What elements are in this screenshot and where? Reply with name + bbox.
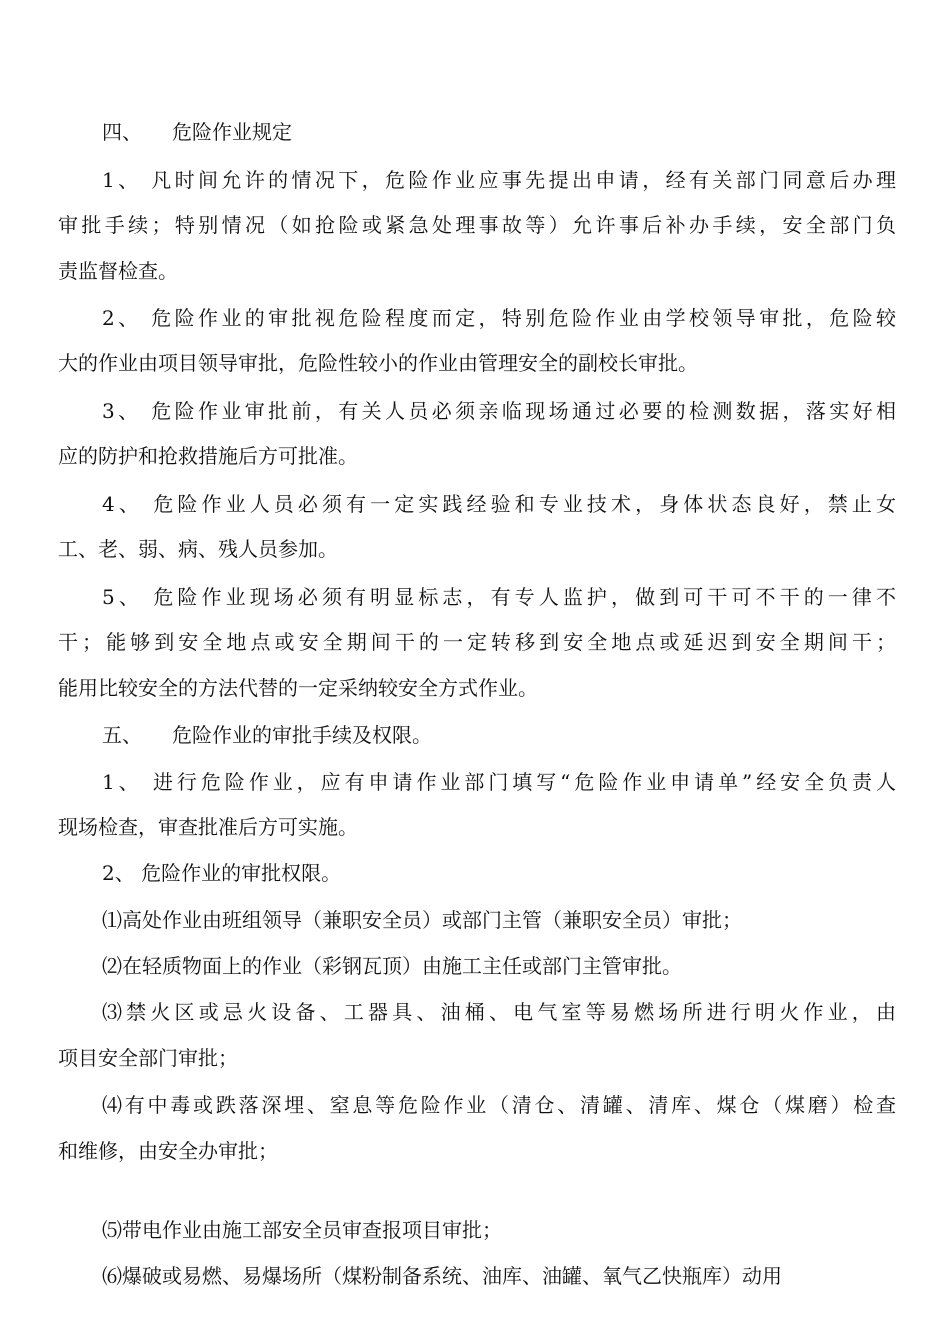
sub-item-4-line-1: ⑷有中毒或跌落深埋、窒息等危险作业（清仓、清罐、清库、煤仓（煤磨）检查 bbox=[102, 1093, 896, 1117]
item-4-5-line-3: 能用比较安全的方法代替的一定采纳较安全方式作业。 bbox=[58, 676, 538, 700]
item-5-1-line-2: 现场检查，审查批准后方可实施。 bbox=[58, 815, 358, 839]
item-4-5-line-2: 干；能够到安全地点或安全期间干的一定转移到安全地点或延迟到安全期间干； bbox=[58, 630, 896, 654]
section-5-number: 五、 bbox=[102, 723, 142, 747]
sub-item-6-line-1: ⑹爆破或易燃、易爆场所（煤粉制备系统、油库、油罐、氧气乙快瓶库）动用 bbox=[102, 1264, 782, 1288]
item-4-1-line-2: 审批手续；特别情况（如抢险或紧急处理事故等）允许事后补办手续，安全部门负 bbox=[58, 213, 896, 237]
item-5-1-line-1: 1、 进行危险作业，应有申请作业部门填写“危险作业申请单”经安全负责人 bbox=[102, 770, 896, 794]
section-5-heading bbox=[102, 721, 896, 749]
item-4-4-line-2: 工、老、弱、病、残人员参加。 bbox=[58, 537, 338, 561]
sub-item-3-line-1: ⑶禁火区或忌火设备、工器具、油桶、电气室等易燃场所进行明火作业，由 bbox=[102, 1000, 896, 1024]
sub-item-5-line-1: ⑸带电作业由施工部安全员审查报项目审批； bbox=[102, 1218, 502, 1242]
item-4-3-line-1: 3、 危险作业审批前，有关人员必须亲临现场通过必要的检测数据，落实好相 bbox=[102, 399, 896, 423]
sub-item-4-line-2: 和维修，由安全办审批； bbox=[58, 1139, 278, 1163]
section-5-title: 危险作业的审批手续及权限。 bbox=[172, 723, 432, 747]
section-4-heading bbox=[102, 118, 896, 146]
section-4-number: 四、 bbox=[102, 120, 142, 144]
sub-item-2-line-1: ⑵在轻质物面上的作业（彩钢瓦顶）由施工主任或部门主管审批。 bbox=[102, 954, 682, 978]
item-4-3-line-2: 应的防护和抢救措施后方可批准。 bbox=[58, 444, 358, 468]
sub-item-3-line-2: 项目安全部门审批； bbox=[58, 1046, 238, 1070]
item-4-2-line-1: 2、 危险作业的审批视危险程度而定，特别危险作业由学校领导审批，危险较 bbox=[102, 306, 896, 330]
item-4-1-line-1: 1、 凡时间允许的情况下，危险作业应事先提出申请，经有关部门同意后办理 bbox=[102, 168, 896, 192]
item-4-4-line-1: 4、 危险作业人员必须有一定实践经验和专业技术，身体状态良好，禁止女 bbox=[102, 492, 896, 516]
item-4-5-line-1: 5、 危险作业现场必须有明显标志，有专人监护，做到可干可不干的一律不 bbox=[102, 585, 896, 609]
item-4-1-line-3: 责监督检查。 bbox=[58, 259, 178, 283]
section-4-title: 危险作业规定 bbox=[172, 120, 292, 144]
item-5-2-line-1: 2、 危险作业的审批权限。 bbox=[102, 861, 342, 885]
item-4-2-line-2: 大的作业由项目领导审批，危险性较小的作业由管理安全的副校长审批。 bbox=[58, 351, 698, 375]
sub-item-1-line-1: ⑴高处作业由班组领导（兼职安全员）或部门主管（兼职安全员）审批； bbox=[102, 908, 742, 932]
